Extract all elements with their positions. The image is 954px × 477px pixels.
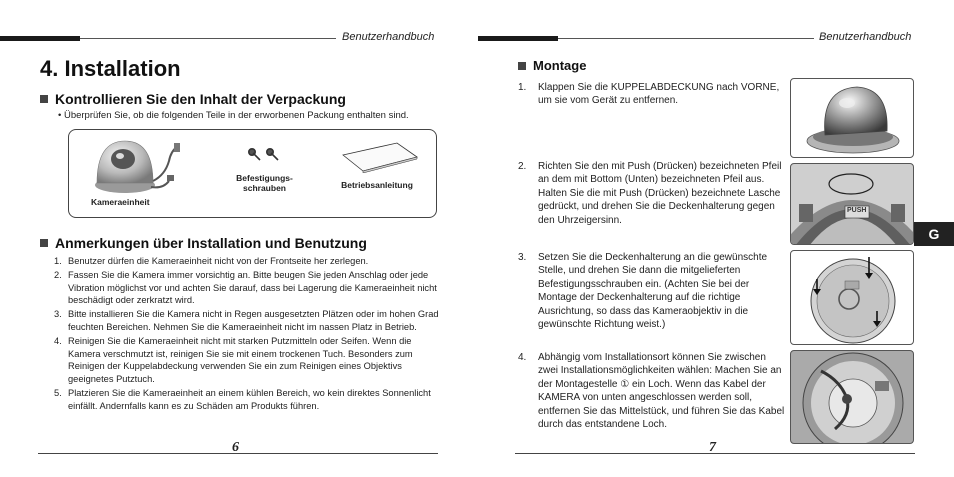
square-bullet-icon — [40, 239, 48, 247]
chapter-title: 4. Installation — [40, 56, 181, 81]
step-number: 2. — [518, 161, 527, 172]
step-1 — [518, 81, 788, 108]
section-heading-text: Anmerkungen über Installation und Benutzung — [55, 235, 367, 251]
step1-photo — [790, 78, 914, 158]
step-4 — [518, 351, 788, 431]
list-item-number: 2. — [54, 269, 62, 280]
screws-label — [227, 173, 302, 193]
cable-hole-icon — [791, 351, 914, 444]
header-rule — [558, 38, 814, 39]
list-item-text: Reinigen Sie die Kameraeinheit nicht mit starken Putzmitteln oder Seifen. Wenn die Kamera verschmutzt ist, reinigen Sie sie mit einem trockenen Tuch. Besonders zum Reinigen der Kuppelabdeckung verwenden Sie ein zum Reinigen eines Objektivs geeignetes Putztuch. — [68, 335, 413, 385]
screws-label-line2: schrauben — [243, 183, 286, 193]
installation-notes-list — [54, 255, 439, 414]
step4-photo — [790, 350, 914, 444]
list-item-number: 4. — [54, 335, 62, 346]
section-heading-text: Kontrollieren Sie den Inhalt der Verpackung — [55, 91, 346, 107]
section-heading-package — [40, 91, 346, 107]
square-bullet-icon — [518, 62, 526, 70]
manual-label: Betriebsanleitung — [341, 180, 413, 190]
page-number: 7 — [709, 440, 716, 455]
right-page — [477, 0, 954, 477]
step-3 — [518, 251, 788, 331]
list-item-text: Platzieren Sie die Kameraeinheit an einem kühlen Bereich, wo kein direktes Sonnenlicht einfällt. Andernfalls kann es zu Schäden am Produkts führen. — [68, 387, 431, 411]
camera-unit-icon — [93, 135, 185, 197]
page-number: 6 — [232, 440, 239, 455]
screws-icon — [246, 147, 282, 163]
header-title: Benutzerhandbuch — [819, 31, 912, 43]
header-bar — [0, 36, 80, 41]
list-item-text: Bitte installieren Sie die Kamera nicht in Regen ausgesetzten Plätzen oder im hohen Grad feuchten Bereichen. Nehmen Sie die Kameraeinheit nicht im nassen Platz in Betrieb. — [68, 309, 439, 332]
list-item-text: Benutzer dürfen die Kameraeinheit nicht von der Frontseite her zerlegen. — [68, 256, 369, 266]
step-number: 3. — [518, 252, 527, 263]
header-title: Benutzerhandbuch — [342, 31, 435, 43]
list-item-number: 5. — [54, 387, 62, 398]
dome-camera-icon — [791, 79, 914, 158]
step2-photo — [790, 163, 914, 245]
package-intro: • Überprüfen Sie, ob die folgenden Teile in der erworbenen Packung enthalten sind. — [58, 110, 409, 121]
push-tab-icon — [791, 164, 914, 245]
section-heading-text: Montage — [533, 58, 587, 73]
step-2 — [518, 160, 788, 227]
header-bar — [478, 36, 558, 41]
step-text: Setzen Sie die Deckenhalterung an die gewünschte Stelle, und drehen Sie dann die mitgelieferten Befestigungsschrauben ein. (Achten Sie bei der Montage der Deckenhalterung auf die richtige Ausrichtung, so dass das Kameraobjektiv in die gewünschte Richtung weist.) — [538, 252, 768, 331]
list-item — [54, 269, 439, 307]
step-text: Abhängig vom Installationsort können Sie zwischen zwei Installationsmöglichkeiten wählen: Machen Sie an der Montagestelle ① ein Loch. Wenn das Kabel der KAMERA von unten angeschlossen werden soll, entfernen Sie das Mittelstück, und führen Sie das Kabel durch das entstandene Loch. — [538, 352, 785, 431]
push-label: PUSH — [847, 207, 867, 214]
step3-photo — [790, 250, 914, 345]
package-contents-box — [68, 129, 437, 218]
list-item — [54, 335, 439, 386]
step-text: Richten Sie den mit Push (Drücken) bezeichneten Pfeil an dem mit Bottom (Unten) bezeichneten Pfeil aus. Halten Sie die mit Push (Drücken) bezeichnete Lasche gedrückt, und drehen Sie die Deckenhalterung gegen den Uhrzeigersinn. — [538, 161, 782, 226]
list-item — [54, 387, 439, 413]
list-item — [54, 308, 439, 334]
ceiling-mount-icon — [791, 251, 914, 345]
step-number: 1. — [518, 82, 527, 93]
list-item-text: Fassen Sie die Kamera immer vorsichtig an. Bitte beugen Sie jeden Anschlag oder jede Vibration möglichst vor und achten Sie darauf, dass bei Lagerung die Kameraeinheit nicht beschädigt oder zerkratzt wird. — [68, 269, 437, 306]
list-item-number: 3. — [54, 309, 62, 320]
list-item-number: 1. — [54, 256, 62, 266]
camera-unit-label: Kameraeinheit — [91, 197, 150, 207]
section-heading-montage — [518, 58, 586, 73]
section-heading-notes — [40, 235, 367, 251]
step-number: 4. — [518, 352, 527, 363]
step-text: Klappen Sie die KUPPELABDECKUNG nach VORNE, um sie vom Gerät zu entfernen. — [538, 82, 780, 107]
screws-label-line1: Befestigungs- — [236, 173, 293, 183]
manual-icon — [339, 141, 421, 173]
header-rule — [80, 38, 336, 39]
square-bullet-icon — [40, 95, 48, 103]
section-tab-g: G — [914, 222, 954, 246]
list-item — [54, 255, 439, 268]
